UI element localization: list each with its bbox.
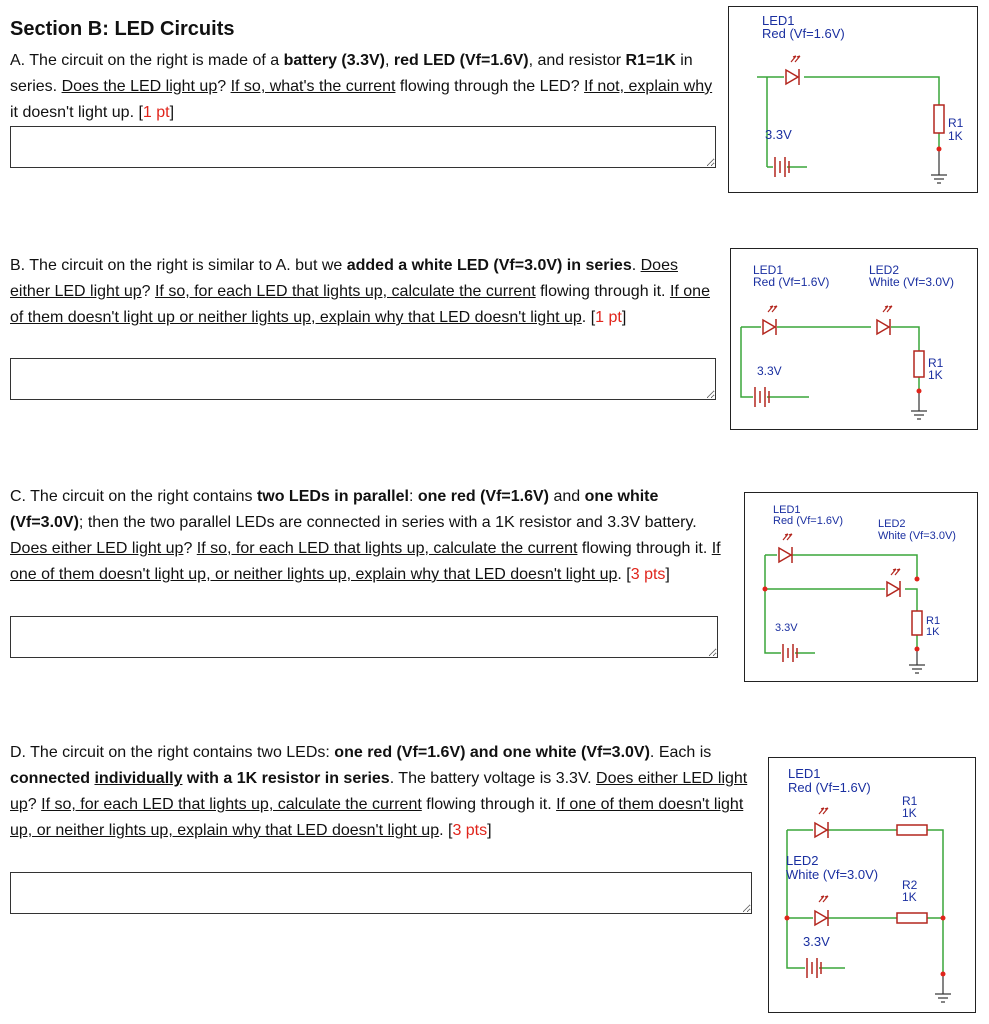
question-a: A. The circuit on the right is made of a battery (3.3V), red LED (Vf=1.6V), and resistor R1=1K in series. Does the LED light up? If so, what's the current flowing through the LED? If not, explain why it doesn't light up. [1 pt] [10, 52, 713, 121]
section-title: Section B: LED Circuits [10, 18, 235, 40]
question-b: B. The circuit on the right is similar to A. but we added a white LED (Vf=3.0V) in series. Does either LED light up? If so, for each LED that lights up, calculate the current flowing through it. If one of them doesn't light up or neither lights up, explain why that LED doesn't light up. [1 pt] [10, 257, 710, 326]
answer-box-d[interactable] [10, 872, 752, 914]
answer-box-c[interactable] [10, 616, 718, 658]
points-badge: 3 pts [452, 822, 488, 839]
points-badge: 1 pt [142, 104, 170, 121]
led2-spec-label: White (Vf=3.0V) [869, 275, 955, 289]
points-badge: 3 pts [630, 566, 666, 583]
r1-resistor-icon [914, 351, 924, 377]
circuit-d-diagram [768, 757, 976, 1013]
circuit-a-diagram [728, 6, 978, 193]
r1-label: R1 [902, 794, 918, 808]
ground-icon [909, 649, 925, 673]
r1-label: R1 [928, 356, 944, 370]
led2-label: LED2 [786, 853, 819, 868]
led1-label: LED1 [753, 263, 784, 277]
led1-spec-label: Red (Vf=1.6V) [773, 515, 844, 527]
r1-resistor-icon [912, 611, 922, 635]
r2-label: R2 [902, 878, 918, 892]
led1-label: LED1 [762, 13, 795, 28]
circuit-c-diagram [744, 492, 978, 682]
r1-label: R1 [948, 116, 964, 130]
battery-label: 3.3V [757, 364, 782, 378]
answer-box-b[interactable] [10, 358, 716, 400]
battery-icon [783, 644, 797, 662]
answer-box-a[interactable] [10, 126, 716, 168]
led2-label: LED2 [869, 263, 900, 277]
battery-icon [807, 958, 821, 978]
battery-icon [755, 387, 769, 407]
led2-diode-icon [815, 896, 828, 926]
led2-label: LED2 [878, 518, 906, 530]
led2-spec-label: White (Vf=3.0V) [786, 867, 879, 882]
led1-diode-icon [779, 534, 792, 563]
r1-value-label: 1K [948, 129, 963, 143]
led2-diode-icon [877, 306, 892, 335]
r1-resistor-icon [897, 825, 927, 835]
battery-label: 3.3V [775, 622, 798, 634]
ground-icon [935, 974, 951, 1002]
question-d: D. The circuit on the right contains two LEDs: one red (Vf=1.6V) and one white (Vf=3.0V). Each is connected individually with a 1K resistor in series. The battery voltage is 3.3V. Does either LED light up? If so, for each LED that lights up, calculate the current flowing through it. If one of them doesn't light up, or neither lights up, explain why that LED doesn't light up. [3 pts] [10, 744, 748, 839]
r2-value-label: 1K [902, 890, 917, 904]
ground-icon [911, 391, 927, 419]
led2-diode-icon [887, 569, 900, 597]
r1-value-label: 1K [928, 368, 943, 382]
r2-resistor-icon [897, 913, 927, 923]
r1-value-label: 1K [926, 626, 940, 638]
led1-spec-label: Red (Vf=1.6V) [753, 275, 830, 289]
ground-icon [931, 149, 947, 183]
led1-label: LED1 [788, 766, 821, 781]
led2-spec-label: White (Vf=3.0V) [878, 530, 956, 542]
battery-label: 3.3V [765, 127, 792, 142]
led1-diode-icon [815, 808, 828, 838]
battery-icon [775, 157, 789, 177]
r1-label: R1 [926, 615, 941, 627]
r1-value-label: 1K [902, 806, 917, 820]
r1-resistor-icon [934, 105, 944, 133]
led1-spec-label: Red (Vf=1.6V) [788, 780, 871, 795]
question-c: C. The circuit on the right contains two LEDs in parallel: one red (Vf=1.6V) and one white (Vf=3.0V); then the two parallel LEDs are connected in series with a 1K resistor and 3.3V battery. Does either LED light up? If so, for each LED that lights up, calculate the current flowing through it. If one of them doesn't light up, or neither lights up, explain why that LED doesn't light up. [3 pts] [10, 488, 721, 583]
circuit-b-diagram [730, 248, 978, 430]
led1-label: LED1 [773, 504, 801, 516]
led1-diode-icon [786, 56, 800, 85]
battery-label: 3.3V [803, 934, 830, 949]
led1-diode-icon [763, 306, 777, 335]
points-badge: 1 pt [595, 309, 622, 326]
led1-spec-label: Red (Vf=1.6V) [762, 26, 845, 41]
